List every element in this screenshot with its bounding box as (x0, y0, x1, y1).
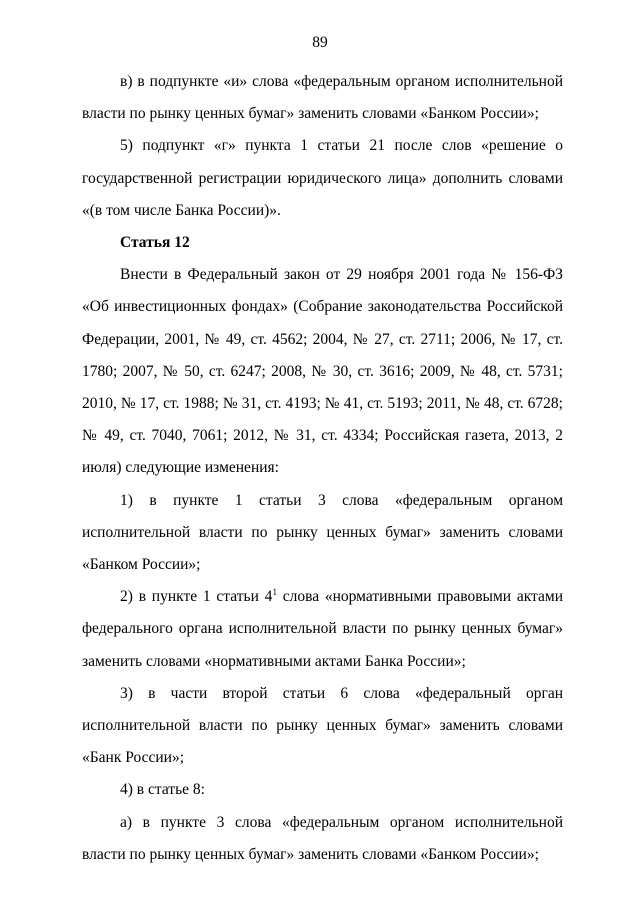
paragraph-item-3: 3) в части второй статьи 6 слова «федеральный орган исполнительной власти по рынку ценных бумаг» заменить словами «Банк России»; (82, 684, 563, 767)
paragraph-item-5: 5) подпункт «г» пункта 1 статьи 21 после слов «решение о государственной регистрации юридического лица» дополнить словами «(в том числе Банка России)». (82, 137, 563, 219)
document-body (82, 66, 563, 871)
article-heading: Статья 12 (120, 234, 190, 252)
superscript-article-number: 1 (272, 587, 277, 598)
paragraph-item-2-end: слова «нормативными правовыми актами федерального органа исполнительной власти по рынку ценных бумаг» заменить словами «нормативными актами Банка России»; (82, 588, 563, 670)
page-number: 89 (312, 34, 328, 51)
paragraph-item-1: 1) в пункте 1 статьи 3 слова «федеральным органом исполнительной власти по рынку ценных бумаг» заменить словами «Банком России»; (82, 491, 563, 574)
paragraph-item-a: а) в пункте 3 слова «федеральным органом исполнительной власти по рынку ценных бумаг» заменить словами «Банком России»; (82, 813, 563, 863)
paragraph-item-2-start: 2) в пункте 1 статьи 4 (120, 588, 273, 606)
paragraph-article-intro: Внести в Федеральный закон от 29 ноября 2001 года № 156-ФЗ «Об инвестиционных фондах» (Собрание законодательства Российской Федерации, 2001, № 49, ст. 4562; 2004, № 27, ст. 2711; 2006, № 17, ст. 1780; 2007, № 50, ст. 6247; 2008, № 30, ст. 3616; 2009, № 48, ст. 5731; 2010, № 17, ст. 1988; № 31, ст. 4193; № 41, ст. 5193; 2011, № 48, ст. 6728; № 49, ст. 7040, 7061; 2012, № 31, ст. 4334; Российская газета, 2013, 2 июля) следующие изменения: (82, 266, 563, 477)
paragraph-item-v: в) в подпункте «и» слова «федеральным органом исполнительной власти по рынку ценных бумаг» заменить словами «Банком России»; (82, 73, 563, 123)
paragraph-item-2 (82, 581, 563, 678)
paragraph-item-4: 4) в статье 8: (120, 781, 205, 799)
